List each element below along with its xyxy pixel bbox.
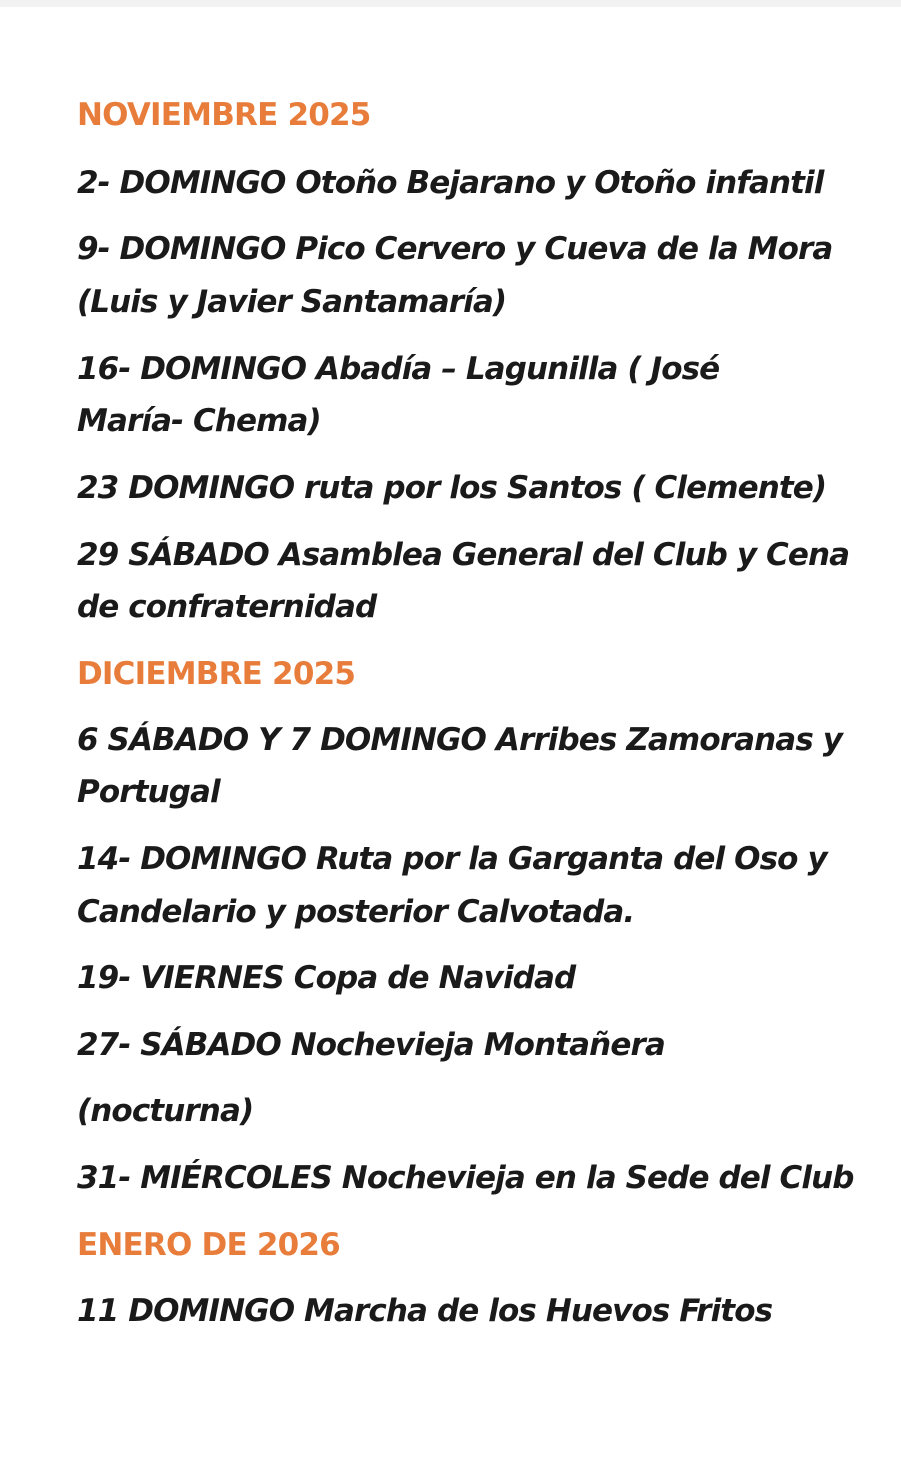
month-heading-enero: ENERO DE 2026	[77, 1227, 340, 1263]
event-nov-9-line-2: (Luis y Javier Santamaría)	[77, 284, 507, 320]
event-dic-27-line-2: (nocturna)	[77, 1093, 254, 1129]
event-dic-19: 19- VIERNES Copa de Navidad	[77, 960, 576, 996]
event-dic-14-line-1: 14- DOMINGO Ruta por la Garganta del Oso y	[77, 841, 827, 877]
event-nov-29-line-1: 29 SÁBADO Asamblea General del Club y Cena	[77, 537, 850, 573]
event-dic-27-line-1: 27- SÁBADO Nochevieja Montañera	[77, 1027, 665, 1063]
event-nov-9-line-1: 9- DOMINGO Pico Cervero y Cueva de la Mora	[77, 231, 833, 267]
event-dic-31: 31- MIÉRCOLES Nochevieja en la Sede del Club	[77, 1160, 854, 1196]
event-nov-16-line-1: 16- DOMINGO Abadía – Lagunilla ( José	[77, 351, 720, 387]
event-dic-6-7-line-1: 6 SÁBADO Y 7 DOMINGO Arribes Zamoranas y	[77, 722, 843, 758]
event-nov-23: 23 DOMINGO ruta por los Santos ( Clemente)	[77, 470, 827, 506]
event-dic-14-line-2: Candelario y posterior Calvotada.	[77, 894, 635, 930]
event-nov-2: 2- DOMINGO Otoño Bejarano y Otoño infantil	[77, 165, 824, 201]
month-heading-diciembre: DICIEMBRE 2025	[77, 656, 356, 692]
event-dic-6-7-line-2: Portugal	[77, 774, 220, 810]
month-heading-noviembre: NOVIEMBRE 2025	[77, 97, 371, 133]
event-ene-11: 11 DOMINGO Marcha de los Huevos Fritos	[77, 1293, 773, 1329]
event-nov-29-line-2: de confraternidad	[77, 589, 377, 625]
event-nov-16-line-2: María- Chema)	[77, 403, 321, 439]
